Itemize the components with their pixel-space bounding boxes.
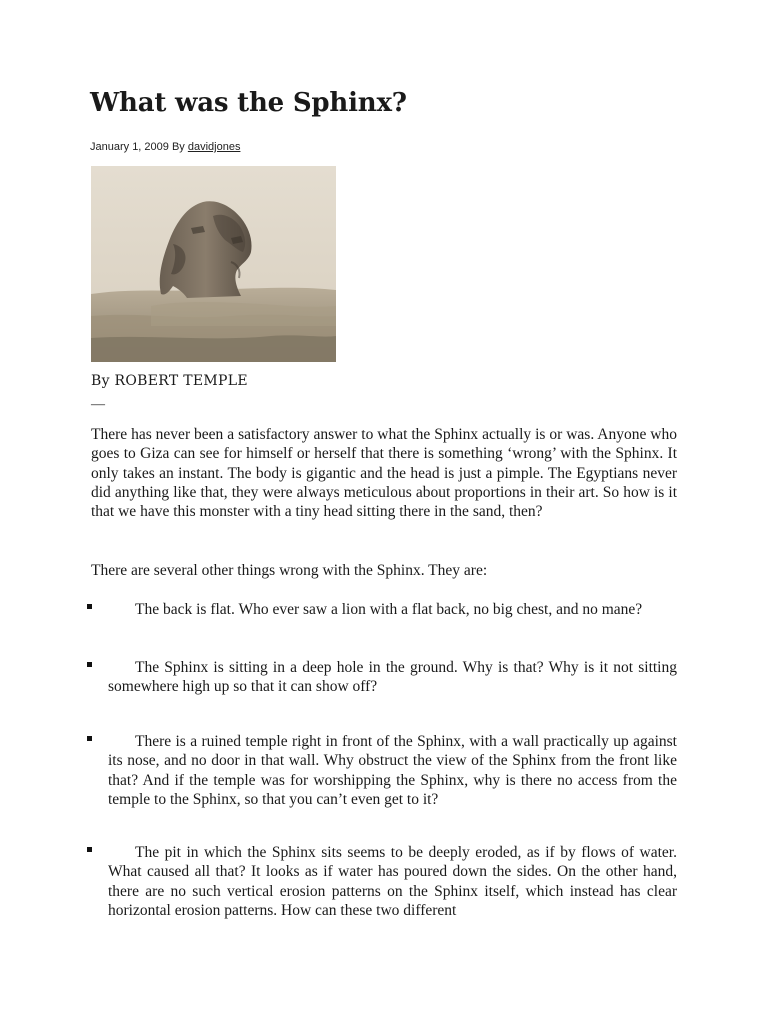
author-link[interactable]: davidjones: [187, 141, 241, 153]
article-meta: [90, 141, 240, 153]
bullet-square-icon: [87, 847, 92, 852]
byline-separator: —: [91, 397, 105, 412]
list-item-text: The pit in which the Sphinx sits seems to be deeply eroded, as if by flows of water. What caused all that? It looks as if water has poured down the sides. On the other hand, there are no such vertical erosion patterns on the Sphinx itself, which instead has clear horizontal erosion patterns. How can these two different: [108, 844, 677, 919]
bullet-square-icon: [87, 604, 92, 609]
bullet-square-icon: [87, 736, 92, 741]
intro-paragraph: There has never been a satisfactory answer to what the Sphinx actually is or was. Anyone who goes to Giza can see for himself or herself that there is something ‘wrong’ with the Sphinx. It only takes an instant. The body is gigantic and the head is just a pimple. The Egyptians never did anything like that, they were always meticulous about proportions in their art. So how is it that we have this monster with a tiny head sitting there in the sand, then?: [91, 426, 677, 521]
sphinx-photo: [91, 166, 336, 362]
list-item-text: There is a ruined temple right in front of the Sphinx, with a wall practically up against its nose, and no door in that wall. Why obstruct the view of the Sphinx from the front like that? And if the temple was for worshipping the Sphinx, why is there no access from the temple to the Sphinx, so that you can’t even get to it?: [108, 733, 677, 808]
list-intro-paragraph: There are several other things wrong with the Sphinx. They are:: [91, 562, 488, 579]
article-byline: By ROBERT TEMPLE: [91, 373, 248, 389]
list-item-text: The back is flat. Who ever saw a lion with a flat back, no big chest, and no mane?: [135, 601, 643, 618]
list-item-text: The Sphinx is sitting in a deep hole in the ground. Why is that? Why is it not sitting somewhere high up so that it can show off?: [108, 659, 677, 696]
article-title: What was the Sphinx?: [90, 88, 407, 118]
bullet-square-icon: [87, 662, 92, 667]
article-date: January 1, 2009 By: [90, 141, 188, 153]
